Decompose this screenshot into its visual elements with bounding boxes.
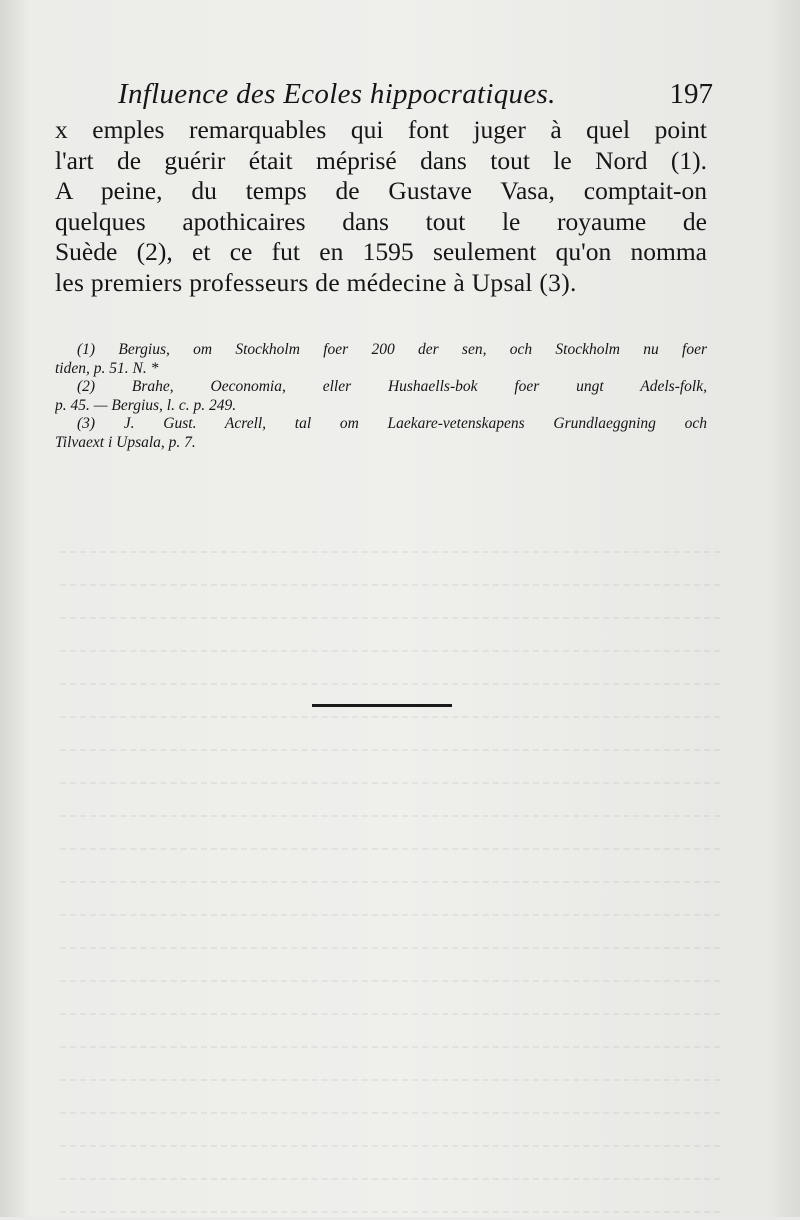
body-line: l'art de guérir était méprisé dans tout le Nord (1). <box>55 145 707 175</box>
body-line: x emples remarquables qui font juger à quel point <box>55 115 707 144</box>
footnote-3-line: Tilvaext i Upsala, p. 7. <box>55 433 196 451</box>
running-title: Influence des Ecoles hippocratiques. <box>118 78 556 110</box>
body-line: A peine, du temps de Gustave Vasa, comptait-on <box>55 176 707 205</box>
footnote-2-line: (2) Brahe, Oeconomia, eller Hushaells-bok foer ungt Adels-folk, <box>77 378 707 395</box>
body-line: les premiers professeurs de médecine à Upsal (3). <box>55 267 577 297</box>
footnote-1-line: (1) Bergius, om Stockholm foer 200 der sen, och Stockholm nu foer <box>77 341 707 358</box>
body-line: Suède (2), et ce fut en 1595 seulement qu'on nomma <box>55 237 707 266</box>
footnote-3-line: (3) J. Gust. Acrell, tal om Laekare-vetenskapens Grundlaeggning och <box>77 415 707 432</box>
footnote-1-line: tiden, p. 51. N. * <box>55 359 159 377</box>
body-line: quelques apothicaires dans tout le royaume de <box>55 206 707 236</box>
body-paragraph <box>55 115 707 298</box>
section-divider <box>312 704 452 707</box>
footnote-2-line: p. 45. — Bergius, l. c. p. 249. <box>55 396 237 414</box>
footnotes <box>55 341 707 452</box>
bleed-through-texture <box>60 520 720 1220</box>
page-number: 197 <box>669 78 713 110</box>
